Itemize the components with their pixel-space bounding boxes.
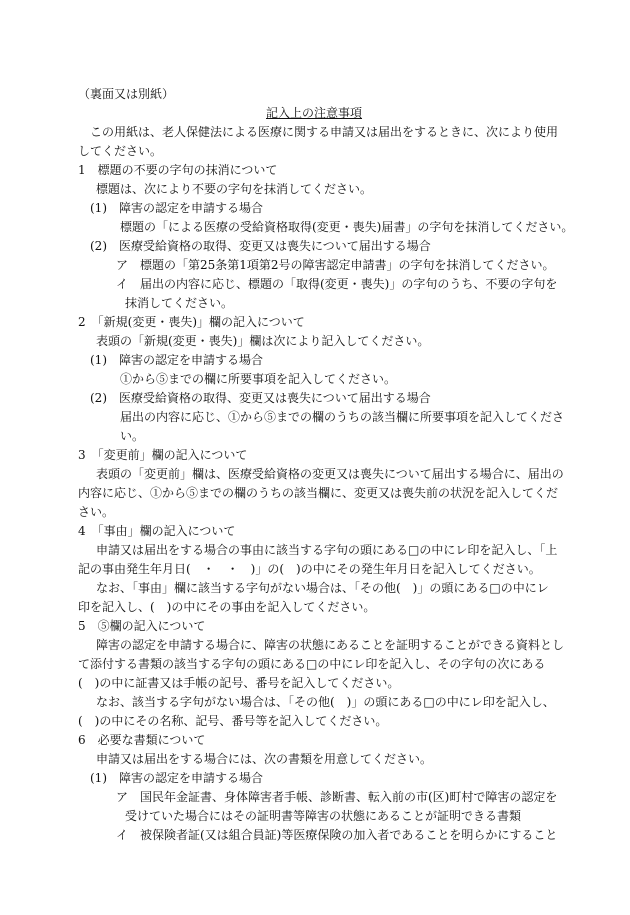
section-5-text-line-4: なお、該当する字句がない場合は、「その他( )」の頭にある□の中にレ印を記入し、 — [96, 695, 555, 709]
section-5-text-line-1: 障害の認定を申請する場合に、障害の状態にあることを証明することができる資料とし — [96, 638, 565, 652]
page-title: 記入上の注意事項 — [266, 106, 363, 120]
section-1-item-2-b-line-2: 抹消してください。 — [125, 296, 234, 310]
section-6-item-1-b-line-1: イ 被保険者証(又は組合員証)等医療保険の加入者であることを明らかにすること — [116, 828, 558, 842]
section-3-text-line-2: 内容に応じ、①から⑤までの欄のうちの該当欄に、変更又は喪失前の状況を記入してくだ — [78, 486, 559, 500]
section-6-item-1-a-line-2: 受けていた場合にはその証明書等障害の状態にあることが証明できる書類 — [125, 809, 522, 823]
section-3-heading: 3 「変更前」欄の記入について — [78, 448, 248, 462]
section-5-text-line-5: ( )の中にその名称、記号、番号等を記入してください。 — [78, 714, 388, 728]
section-2-item-1-heading: (1) 障害の認定を申請する場合 — [90, 353, 263, 367]
section-1-lead: 標題は、次により不要の字句を抹消してください。 — [96, 182, 373, 196]
section-4-text-line-4: 印を記入し、( )の中にその事由を記入してください。 — [78, 600, 376, 614]
section-1-item-2-heading: (2) 医療受給資格の取得、変更又は喪失について届出する場合 — [90, 239, 431, 253]
section-1-heading: 1 標題の不要の字句の抹消について — [78, 163, 278, 177]
section-2-lead: 表頭の「新規(変更・喪失)」欄は次により記入してください。 — [96, 334, 430, 348]
intro-line-1: この用紙は、老人保健法による医療に関する申請又は届出をするときに、次により使用 — [90, 125, 559, 139]
section-4-heading: 4 「事由」欄の記入について — [78, 524, 236, 538]
section-1-item-2-a: ア 標題の「第25条第1項第2号の障害認定申請書」の字句を抹消してください。 — [116, 258, 555, 272]
section-6-heading: 6 必要な書類について — [78, 733, 206, 747]
section-2-item-2-text-line-2: い。 — [120, 429, 145, 443]
section-1-item-1-heading: (1) 障害の認定を申請する場合 — [90, 201, 263, 215]
intro-line-2: してください。 — [78, 144, 163, 158]
section-6-item-1-a-line-1: ア 国民年金証書、身体障害者手帳、診断書、転入前の市(区)町村で障害の認定を — [116, 790, 558, 804]
section-5-heading: 5 ⑤欄の記入について — [78, 619, 206, 633]
section-1-item-2-b-line-1: イ 届出の内容に応じ、標題の「取得(変更・喪失)」の字句のうち、不要の字句を — [116, 277, 558, 291]
section-3-text-line-3: さい。 — [78, 505, 115, 519]
section-5-text-line-3: ( )の中に証書又は手帳の記号、番号を記入してください。 — [78, 676, 400, 690]
section-4-text-line-2: 記の事由発生年月日( ・ ・ )」の( )の中にその発生年月日を記入してください。 — [78, 562, 541, 576]
section-4-text-line-3: なお、「事由」欄に該当する字句がない場合は、「その他( )」の頭にある□の中にレ — [96, 581, 549, 595]
section-1-item-1-text: 標題の「による医療の受給資格取得(変更・喪失)届書」の字句を抹消してください。 — [120, 220, 574, 234]
section-2-item-2-text-line-1: 届出の内容に応じ、①から⑤までの欄のうちの該当欄に所要事項を記入してくださ — [120, 410, 565, 424]
section-4-text-line-1: 申請又は届出をする場合の事由に該当する字句の頭にある□の中にレ印を記入し、「上 — [96, 543, 558, 557]
section-5-text-line-2: て添付する書類の該当する字句の頭にある□の中にレ印を記入し、その字句の次にある — [78, 657, 546, 671]
section-2-item-2-heading: (2) 医療受給資格の取得、変更又は喪失について届出する場合 — [90, 391, 431, 405]
section-6-item-1-heading: (1) 障害の認定を申請する場合 — [90, 771, 263, 785]
section-3-text-line-1: 表頭の「変更前」欄は、医療受給資格の変更又は喪失について届出する場合に、届出の — [96, 467, 564, 481]
section-6-lead: 申請又は届出をする場合には、次の書類を用意してください。 — [96, 752, 433, 766]
header-note: （裏面又は別紙） — [78, 87, 175, 101]
section-2-item-1-text: ①から⑤までの欄に所要事項を記入してください。 — [120, 372, 397, 386]
section-2-heading: 2 「新規(変更・喪失)」欄の記入について — [78, 315, 305, 329]
